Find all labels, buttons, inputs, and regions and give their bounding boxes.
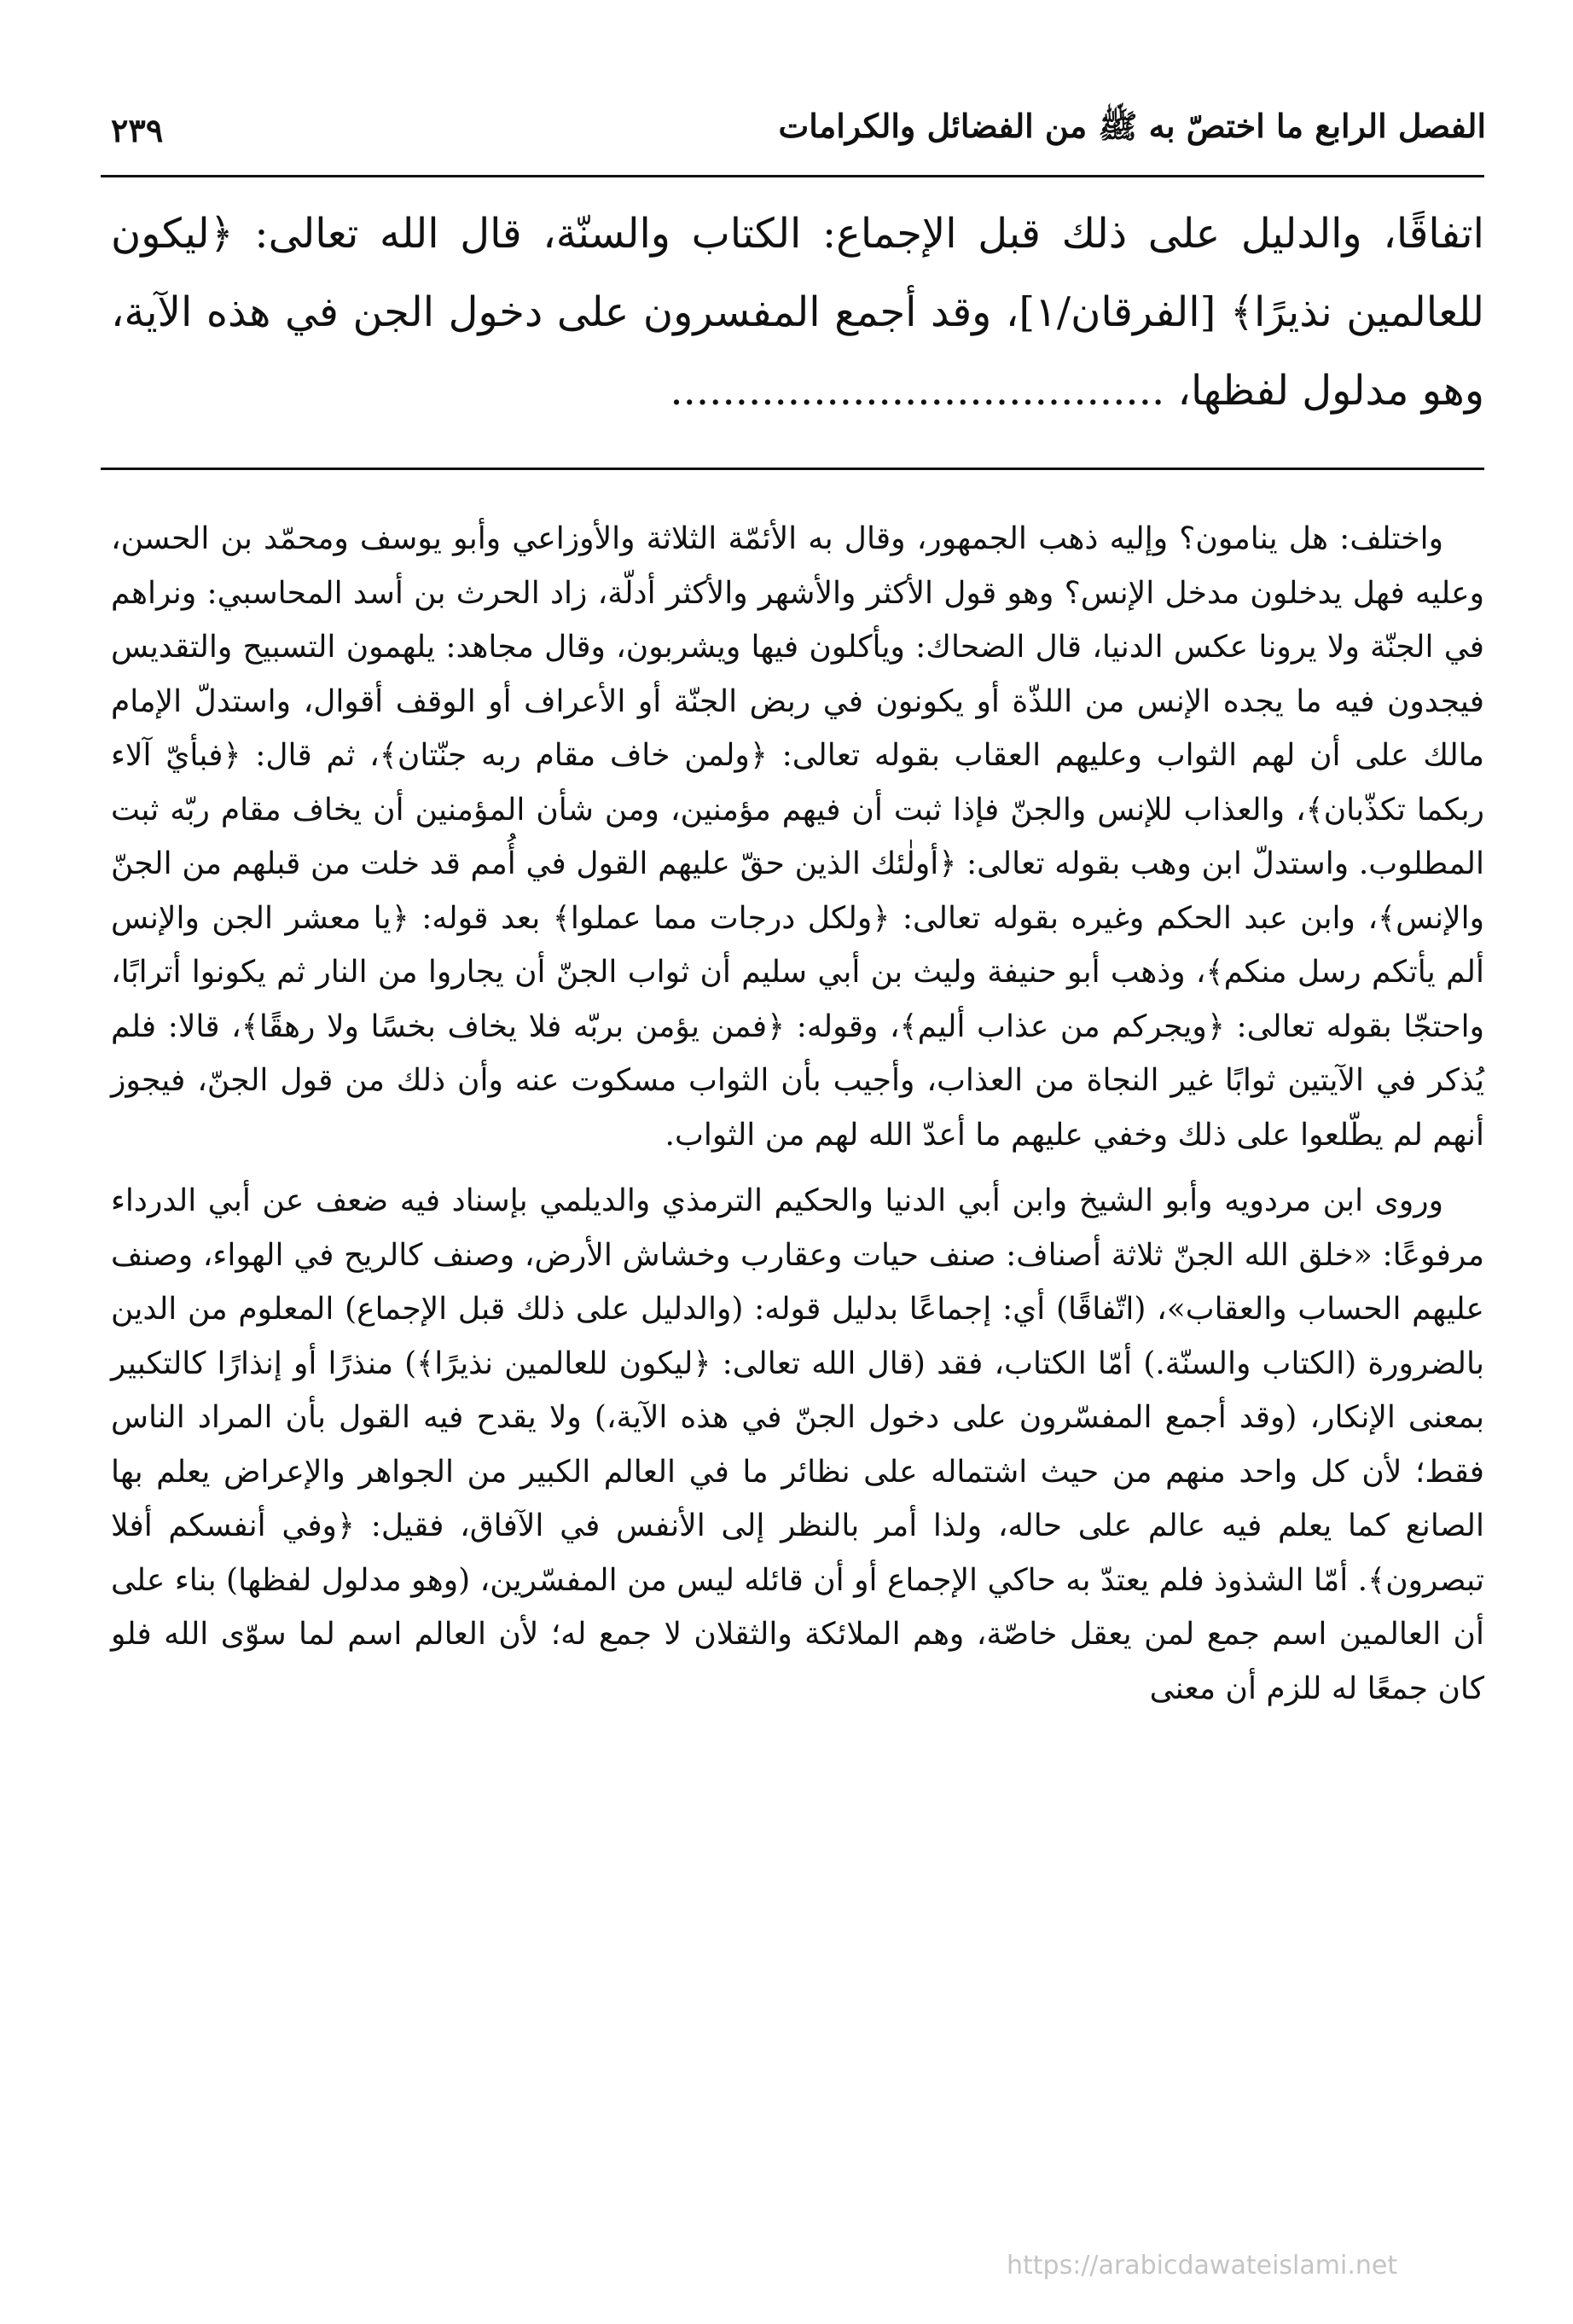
page-number: ٢٣٩ — [111, 110, 164, 149]
watermark-url: https://arabicdawateislami.net — [1007, 2251, 1398, 2280]
commentary-paragraph: واختلف: هل ينامون؟ وإليه ذهب الجمهور، وقال به الأئمّة الثلاثة والأوزاعي وأبو يوسف ومحمّد بن الحسن، وعليه فهل يدخلون مدخل الإنس؟ وهو قول الأكثر والأشهر والأكثر أدلّة، زاد الحرث بن أسد المحاسبي: ونراهم في الجنّة ولا يرونا عكس الدنيا، قال الضحاك: ويأكلون فيها ويشربون، وقال مجاهد: يلهمون التسبيح والتقديس فيجدون فيه ما يجده الإنس من اللذّة أو يكونون في ربض الجنّة أو الأعراف أو الوقف أقوال، واستدلّ الإمام مالك على أن لهم الثواب وعليهم العقاب بقوله تعالى: ﴿ولمن خاف مقام ربه جنّتان﴾، ثم قال: ﴿فبأيّ آلاء ربكما تكذّبان﴾، والعذاب للإنس والجنّ فإذا ثبت أن فيهم مؤمنين، ومن شأن المؤمنين أن يخاف مقام ربّه ثبت المطلوب. واستدلّ ابن وهب بقوله تعالى: ﴿أولٰئك الذين حقّ عليهم القول في أُمم قد خلت من قبلهم من الجنّ والإنس﴾، وابن عبد الحكم وغيره بقوله تعالى: ﴿ولكل درجات مما عملوا﴾ بعد قوله: ﴿يا معشر الجن والإنس ألم يأتكم رسل منكم﴾، وذهب أبو حنيفة وليث بن أبي سليم أن ثواب الجنّ أن يجاروا من النار ثم يكونوا أترابًا، واحتجّا بقوله تعالى: ﴿ويجركم من عذاب أليم﴾، وقوله: ﴿فمن يؤمن بربّه فلا يخاف بخسًا ولا رهقًا﴾، قالا: فلم يُذكر في الآيتين ثوابًا غير النجاة من العذاب، وأجيب بأن الثواب مسكوت عنه وأن ذلك من قول الجنّ، فيجوز أنهم لم يطّلعوا على ذلك وخفي عليهم ما أعدّ الله لهم من الثواب. — [111, 521, 1485, 1153]
header-divider — [101, 175, 1484, 177]
commentary-paragraph: وروى ابن مردويه وأبو الشيخ وابن أبي الدنيا والحكيم الترمذي والديلمي بإسناد فيه ضعف عن أبي الدرداء مرفوعًا: «خلق الله الجنّ ثلاثة أصناف: صنف حيات وعقارب وخشاش الأرض، وصنف كالريح في الهواء، وصنف عليهم الحساب والعقاب»، (اتّفاقًا) أي: إجماعًا بدليل قوله: (والدليل على ذلك قبل الإجماع) المعلوم من الدين بالضرورة (الكتاب والسنّة.) أمّا الكتاب، فقد (قال الله تعالى: ﴿ليكون للعالمين نذيرًا﴾) منذرًا أو إنذارًا كالتكبير بمعنى الإنكار، (وقد أجمع المفسّرون على دخول الجنّ في هذه الآية،) ولا يقدح فيه القول بأن المراد الناس فقط؛ لأن كل واحد منهم من حيث اشتماله على نظائر ما في العالم الكبير من الجواهر والإعراض يعلم بها الصانع كما يعلم فيه عالم على حاله، ولذا أمر بالنظر إلى الأنفس في الآفاق، فقيل: ﴿وفي أنفسكم أفلا تبصرون﴾. أمّا الشذوذ فلم يعتدّ به حاكي الإجماع أو أن قائله ليس من المفسّرين، (وهو مدلول لفظها) بناء على أن العالمين اسم جمع لمن يعقل خاصّة، وهم الملائكة والثقلان لا جمع له؛ لأن العالم اسم لما سوّى الله فلو كان جمعًا له للزم أن معنى — [110, 1183, 1484, 1706]
running-header — [111, 96, 1486, 164]
commentary-body — [111, 512, 1484, 2218]
matn-divider — [101, 468, 1484, 470]
matn-text: اتفاقًا، والدليل على ذلك قبل الإجماع: الكتاب والسنّة، قال الله تعالى: ﴿ليكون للعالمين نذيرًا﴾ [الفرقان/١]، وقد أجمع المفسرون على دخول الجن في هذه الآية، وهو مدلول لفظها، ...................................... — [111, 210, 1484, 415]
chapter-title: الفصل الرابع ما اختصّ به ﷺ من الفضائل والكرامات — [778, 106, 1486, 145]
